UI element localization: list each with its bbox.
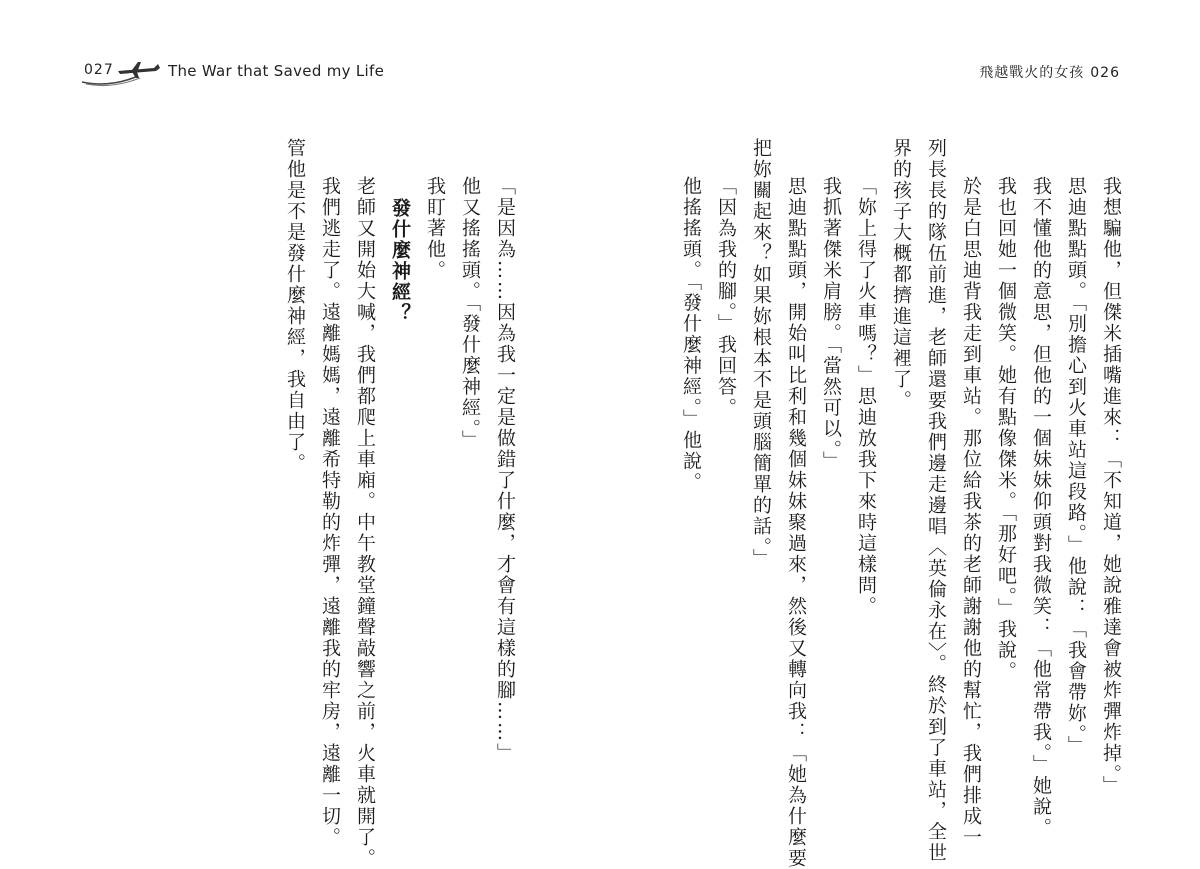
right-line-10: 思迪點點頭，開始叫比利和幾個妹妹聚過來，然後又轉向我：「她為什麼要 (785, 176, 807, 869)
left-line-2: 他又搖搖頭。「發什麼神經。」 (459, 176, 481, 451)
right-line-7: 界的孩子大概都擠進這裡了。 (890, 138, 912, 411)
book-title-english: The War that Saved my Life (168, 62, 385, 80)
left-line-3: 我盯著他。 (424, 176, 446, 281)
right-line-3: 我不懂他的意思，但他的一個妹妹仰頭對我微笑：「他常帶我。」她說。 (1030, 176, 1052, 839)
right-page (600, 0, 1200, 869)
right-line-4: 我也回她一個微笑。她有點像傑米。「那好吧。」我說。 (995, 176, 1017, 682)
right-line-1: 我想騙他，但傑米插嘴進來：「不知道，她說雅達會被炸彈炸掉。」 (1100, 176, 1122, 797)
book-title-chinese: 飛越戰火的女孩 (979, 65, 1085, 81)
left-line-6: 我們逃走了。遠離媽媽，遠離希特勒的炸彈，遠離我的牢房，遠離一切。 (319, 176, 341, 848)
right-line-11: 把妳關起來？如果妳根本不是頭腦簡單的話。」 (750, 138, 772, 570)
left-running-header (80, 58, 385, 90)
left-line-1: 「是因為……因為我一定是做錯了什麼，才會有這樣的腳……」 (494, 176, 516, 764)
right-line-9: 我抓著傑米肩膀。「當然可以。」 (820, 176, 842, 472)
right-line-5: 於是白思迪背我走到車站。那位給我茶的老師謝謝他的幫忙，我們排成一 (960, 176, 982, 848)
right-running-header (979, 62, 1120, 82)
left-line-4-emphasis: 發什麼神經？ (389, 198, 411, 324)
right-line-12: 「因為我的腳。」我回答。 (715, 176, 737, 419)
left-line-5: 老師又開始大喊，我們都爬上車廂。中午教堂鐘聲敲響之前，火車就開了。 (354, 176, 376, 869)
right-line-13: 他搖搖頭。「發什麼神經。」他說。 (680, 176, 702, 493)
page-number-right: 026 (1090, 65, 1120, 81)
right-line-6: 列長長的隊伍前進，老師還要我們邊走邊唱〈英倫永在〉。終於到了車站，全世 (925, 138, 947, 864)
right-line-2: 思迪點點頭。「別擔心到火車站這段路。」他說：「我會帶妳。」 (1065, 176, 1087, 757)
page-number-left: 027 (84, 62, 114, 78)
right-line-8: 「妳上得了火車嗎？」思迪放我下來時這樣問。 (855, 176, 877, 617)
left-line-7: 管他是不是發什麼神經，我自由了。 (284, 138, 306, 474)
